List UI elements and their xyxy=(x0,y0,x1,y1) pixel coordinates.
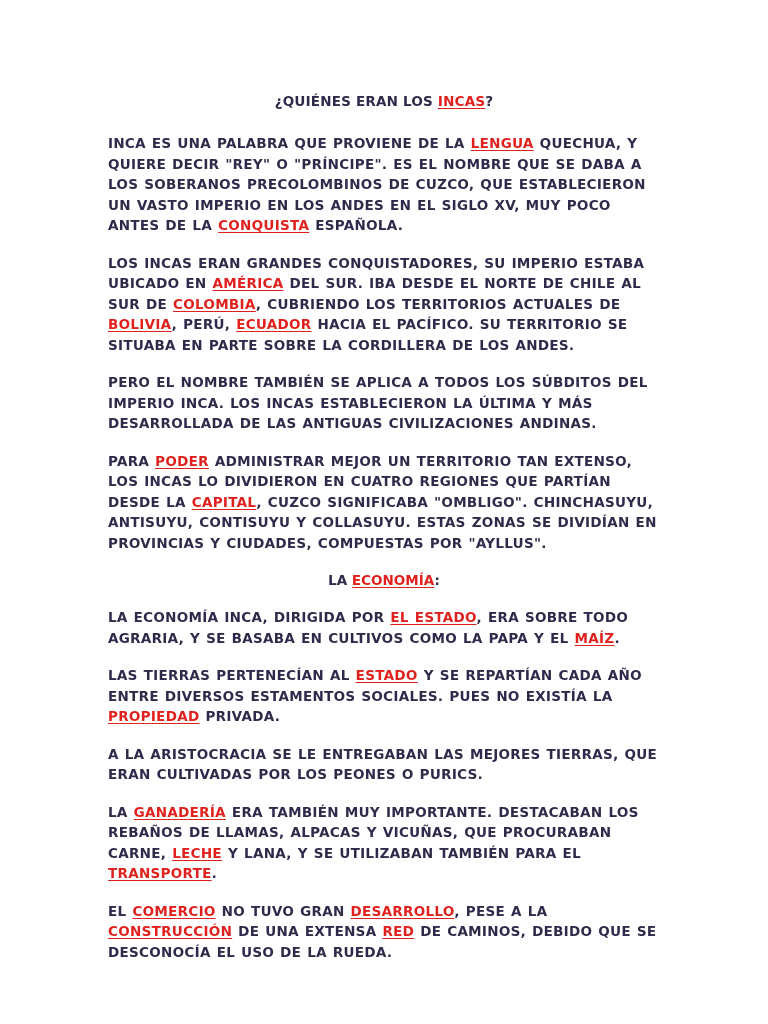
p6-text-3: PRIVADA. xyxy=(199,709,281,725)
link-propiedad[interactable]: PROPIEDAD xyxy=(108,709,200,725)
p8-text-4: . xyxy=(211,866,218,882)
p3-text-1: PERO EL NOMBRE TAMBIÉN SE APLICA A TODOS LOS SÚBDITOS DEL IMPERIO INCA. LOS INCAS ESTABLECIERON LA ÚLTIMA Y MÁS DESARROLLADA DE LAS ANTIGUAS CIVILIZACIONES ANDINAS. xyxy=(108,375,648,432)
link-estado[interactable]: ESTADO xyxy=(355,668,418,684)
section-heading-economia xyxy=(108,571,660,591)
paragraph-9 xyxy=(108,902,660,964)
p2-text-5: HACIA EL PACÍFICO. SU TERRITORIO SE SITUABA EN PARTE SOBRE LA CORDILLERA DE LOS ANDES. xyxy=(108,317,628,354)
link-maiz[interactable]: MAÍZ xyxy=(574,630,615,647)
link-comercio[interactable]: COMERCIO xyxy=(132,903,216,920)
link-bolivia[interactable]: BOLIVIA xyxy=(108,317,172,333)
link-conquista[interactable]: CONQUISTA xyxy=(218,218,310,234)
paragraph-7 xyxy=(108,745,660,786)
p8-text-1: LA xyxy=(108,804,134,821)
paragraph-2 xyxy=(108,254,660,357)
p2-text-3: , CUBRIENDO LOS TERRITORIOS ACTUALES DE xyxy=(255,296,621,313)
p9-text-5: DE CAMINOS, DEBIDO QUE SE DESCONOCÍA EL USO DE LA RUEDA. xyxy=(108,924,657,961)
p1-text-1: INCA ES UNA PALABRA QUE PROVIENE DE LA xyxy=(108,136,471,152)
p8-text-2: ERA TAMBIÉN MUY IMPORTANTE. DESTACABAN LOS REBAÑOS DE LLAMAS, ALPACAS Y VICUÑAS, QUE PROCURABAN CARNE, xyxy=(108,804,639,862)
link-desarrollo[interactable]: DESARROLLO xyxy=(350,903,455,920)
p6-text-1: LAS TIERRAS PERTENECÍAN AL xyxy=(108,668,356,684)
link-leche[interactable]: LECHE xyxy=(172,845,222,862)
title-text: ¿QUIÉNES ERAN LOS xyxy=(274,94,438,110)
link-economia[interactable]: ECONOMÍA xyxy=(351,573,435,589)
p2-text-4: , PERÚ, xyxy=(171,317,237,333)
p9-text-1: EL xyxy=(108,903,133,920)
section-text: LA xyxy=(328,573,352,589)
link-transporte[interactable]: TRANSPORTE xyxy=(108,866,212,882)
link-red[interactable]: RED xyxy=(382,924,415,940)
link-incas[interactable]: INCAS xyxy=(437,94,486,110)
paragraph-4 xyxy=(108,452,660,555)
section-text-end: : xyxy=(434,573,440,589)
title-text-end: ? xyxy=(485,94,494,110)
link-ganaderia[interactable]: GANADERÍA xyxy=(133,804,226,821)
paragraph-1 xyxy=(108,134,660,237)
document-title xyxy=(108,92,660,112)
p4-text-3: , CUZCO SIGNIFICABA "OMBLIGO". CHINCHASUYU, ANTISUYU, CONTISUYU Y COLLASUYU. ESTAS ZONAS SE DIVIDÍAN EN PROVINCIAS Y CIUDADES, COMPUESTAS POR "AYLLUS". xyxy=(108,494,657,552)
p9-text-2: NO TUVO GRAN xyxy=(215,903,351,920)
p9-text-3: , PESE A LA xyxy=(454,903,548,920)
p5-text-1: LA ECONOMÍA INCA, DIRIGIDA POR xyxy=(108,610,391,626)
link-capital[interactable]: CAPITAL xyxy=(191,494,257,511)
document-page xyxy=(108,92,660,980)
paragraph-3 xyxy=(108,373,660,435)
p8-text-3: Y LANA, Y SE UTILIZABAN TAMBIÉN PARA EL xyxy=(221,845,581,862)
p1-text-2: QUECHUA, Y QUIERE DECIR "REY" O "PRÍNCIPE". ES EL NOMBRE QUE SE DABA A LOS SOBERANOS PRECOLOMBINOS DE CUZCO, QUE ESTABLECIERON UN VASTO IMPERIO EN LOS ANDES EN EL SIGLO XV, MUY POCO ANTES DE LA xyxy=(108,136,646,234)
link-colombia[interactable]: COLOMBIA xyxy=(173,296,256,313)
p9-text-4: DE UNA EXTENSA xyxy=(232,924,383,940)
p6-text-2: Y SE REPARTÍAN CADA AÑO ENTRE DIVERSOS ESTAMENTOS SOCIALES. PUES NO EXISTÍA LA xyxy=(108,668,642,705)
link-america[interactable]: AMÉRICA xyxy=(212,276,284,292)
link-ecuador[interactable]: ECUADOR xyxy=(236,317,312,333)
p5-text-2: , ERA SOBRE TODO AGRARIA, Y SE BASABA EN CULTIVOS COMO LA PAPA Y EL xyxy=(108,610,629,647)
link-lengua[interactable]: LENGUA xyxy=(470,136,534,152)
p5-text-3: . xyxy=(614,630,620,647)
paragraph-6 xyxy=(108,666,660,728)
p2-text-1: LOS INCAS ERAN GRANDES CONQUISTADORES, SU IMPERIO ESTABA UBICADO EN xyxy=(108,255,645,292)
link-poder[interactable]: PODER xyxy=(155,453,209,470)
p4-text-2: ADMINISTRAR MEJOR UN TERRITORIO TAN EXTENSO, LOS INCAS LO DIVIDIERON EN CUATRO REGIONES QUE PARTÍAN DESDE LA xyxy=(108,453,633,511)
link-construccion[interactable]: CONSTRUCCIÓN xyxy=(108,924,233,940)
paragraph-8 xyxy=(108,803,660,885)
p2-text-2: DEL SUR. IBA DESDE EL NORTE DE CHILE AL SUR DE xyxy=(108,276,642,313)
paragraph-5 xyxy=(108,608,660,649)
p7-text-1: A LA ARISTOCRACIA SE LE ENTREGABAN LAS MEJORES TIERRAS, QUE ERAN CULTIVADAS POR LOS PEONES O PURICS. xyxy=(108,746,658,783)
p4-text-1: PARA xyxy=(108,453,156,470)
link-el-estado[interactable]: EL ESTADO xyxy=(390,610,477,626)
p1-text-3: ESPAÑOLA. xyxy=(309,218,404,234)
